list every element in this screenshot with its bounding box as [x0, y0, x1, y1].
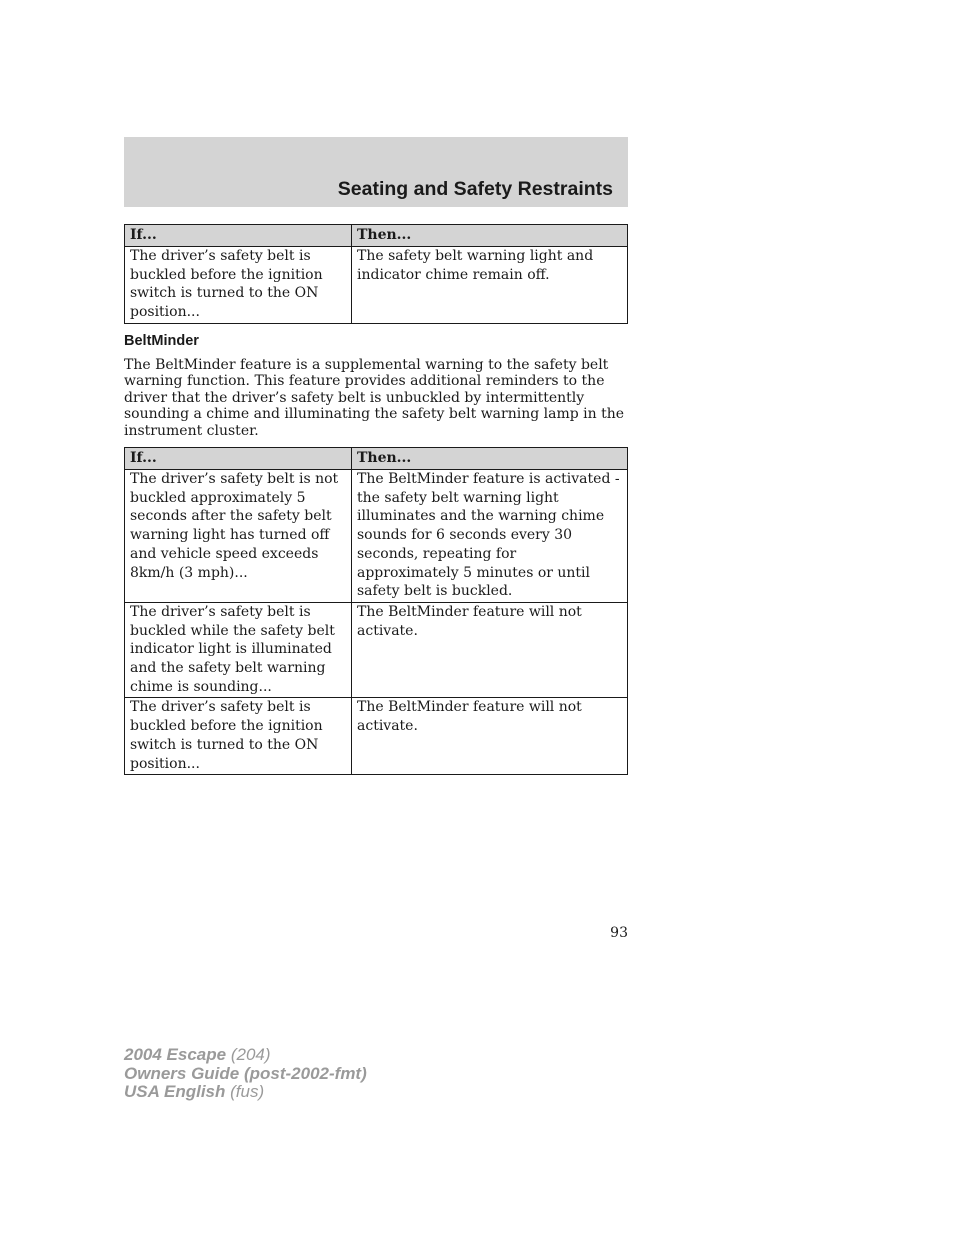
footer-model: 2004 Escape	[124, 1045, 227, 1064]
column-header-then: Then...	[352, 448, 628, 470]
if-cell: The driver’s safety belt is not buckled approximately 5 seconds after the safety belt warning light has turned off and vehicle speed exceeds 8km/h (3 mph)...	[125, 470, 352, 603]
page-number: 93	[610, 925, 628, 941]
footer-language-code: (fus)	[230, 1082, 265, 1101]
table-row	[125, 698, 628, 775]
footer-guide: Owners Guide (post-2002-fmt)	[124, 1063, 367, 1083]
then-cell: The BeltMinder feature will not activate.	[352, 698, 628, 775]
document-footer	[124, 1046, 367, 1102]
table-row	[125, 602, 628, 698]
section-paragraph: The BeltMinder feature is a supplemental warning to the safety belt warning function. This feature provides additional reminders to the driver that the driver’s safety belt is unbuckled by intermittently sounding a chime and illuminating the safety belt warning lamp in the instrument cluster.	[124, 357, 625, 439]
footer-language: USA English	[124, 1082, 226, 1101]
footer-line-3	[124, 1083, 367, 1102]
if-cell: The driver’s safety belt is buckled before the ignition switch is turned to the ON position...	[125, 698, 352, 775]
table-header-row	[125, 448, 628, 470]
then-cell: The BeltMinder feature will not activate.	[352, 602, 628, 698]
then-cell: The safety belt warning light and indicator chime remain off.	[352, 247, 628, 324]
header-band	[124, 137, 628, 207]
if-then-table-1	[124, 224, 628, 324]
if-cell: The driver’s safety belt is buckled before the ignition switch is turned to the ON position...	[125, 247, 352, 324]
column-header-if: If...	[125, 448, 352, 470]
column-header-if: If...	[125, 225, 352, 247]
footer-line-1	[124, 1046, 367, 1065]
table-header-row	[125, 225, 628, 247]
section-heading: BeltMinder	[124, 333, 199, 349]
then-cell: The BeltMinder feature is activated - the safety belt warning light illuminates and the warning chime sounds for 6 seconds every 30 seconds, repeating for approximately 5 minutes or until safety belt is buckled.	[352, 470, 628, 603]
column-header-then: Then...	[352, 225, 628, 247]
table-row	[125, 247, 628, 324]
table-row	[125, 470, 628, 603]
if-then-table-2	[124, 447, 628, 775]
page-title: Seating and Safety Restraints	[337, 178, 613, 200]
footer-line-2	[124, 1065, 367, 1084]
if-cell: The driver’s safety belt is buckled while the safety belt indicator light is illuminated and the safety belt warning chime is sounding...	[125, 602, 352, 698]
footer-model-code: (204)	[230, 1045, 271, 1064]
